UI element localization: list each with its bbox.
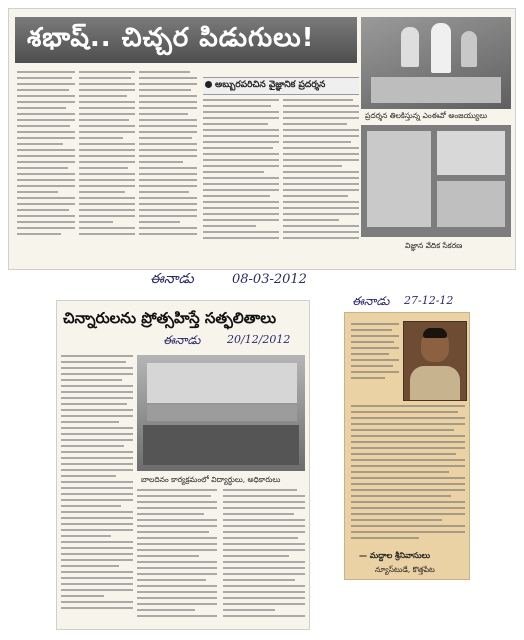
clip1-body-col1 bbox=[17, 71, 75, 239]
clip1-subheadline: అబ్బురపరిచిన వైజ్ఞానిక ప్రదర్శన bbox=[203, 77, 359, 95]
clip3-byline: — మద్దాల శ్రీనివాసులు bbox=[359, 551, 431, 560]
clip3-body-text bbox=[351, 405, 465, 543]
clip2-photo-caption: బాలదినం కార్యక్రమంలో విద్యార్థులు, అధికారులు bbox=[141, 475, 281, 484]
clip2-photo-event bbox=[137, 355, 305, 471]
clip3-handwritten-source: ఈనాడు bbox=[352, 294, 390, 308]
clip1-handwritten-source: ఈనాడు bbox=[150, 271, 194, 287]
clip3-handwritten-date: 27-12-12 bbox=[404, 294, 454, 307]
clip2-body-col1 bbox=[61, 355, 133, 613]
clip2-handwritten-date: 20/12/2012 bbox=[227, 333, 291, 346]
clip2-body-col2 bbox=[137, 489, 217, 621]
clip1-body-col4 bbox=[203, 99, 279, 243]
clip1-photo-exhibition bbox=[361, 17, 511, 109]
clip1-photo-caption-top: ప్రదర్శన తిలకిస్తున్న ఎంఈవో అంజయ్యులు bbox=[365, 111, 488, 120]
clip2-body-col3 bbox=[223, 489, 305, 621]
clip1-headline: శభాష్.. చిచ్చర పిడుగులు! bbox=[15, 17, 357, 63]
clip1-body-col3 bbox=[139, 71, 197, 239]
clip3-byline-place: న్యూస్‌టుడే, కొత్తపేట bbox=[375, 565, 435, 574]
clip2-handwritten-source: ఈనాడు bbox=[163, 333, 201, 347]
clipping-3 bbox=[344, 312, 470, 580]
clip1-body-col2 bbox=[79, 71, 135, 239]
clip3-portrait bbox=[403, 321, 467, 401]
clip1-photo-charts bbox=[361, 125, 511, 237]
clip3-intro-text bbox=[351, 323, 399, 383]
clip1-photo-caption-bottom: విజ్ఞాన వేదిక సేకరణ bbox=[405, 241, 463, 250]
clip1-body-col5 bbox=[283, 99, 359, 243]
clipping-1 bbox=[8, 8, 516, 270]
clip2-headline: చిన్నారులను ప్రోత్సహిస్తే సత్ఫలితాలు bbox=[63, 309, 277, 327]
clipping-2 bbox=[56, 300, 310, 630]
clip1-handwritten-date: 08-03-2012 bbox=[232, 272, 307, 287]
